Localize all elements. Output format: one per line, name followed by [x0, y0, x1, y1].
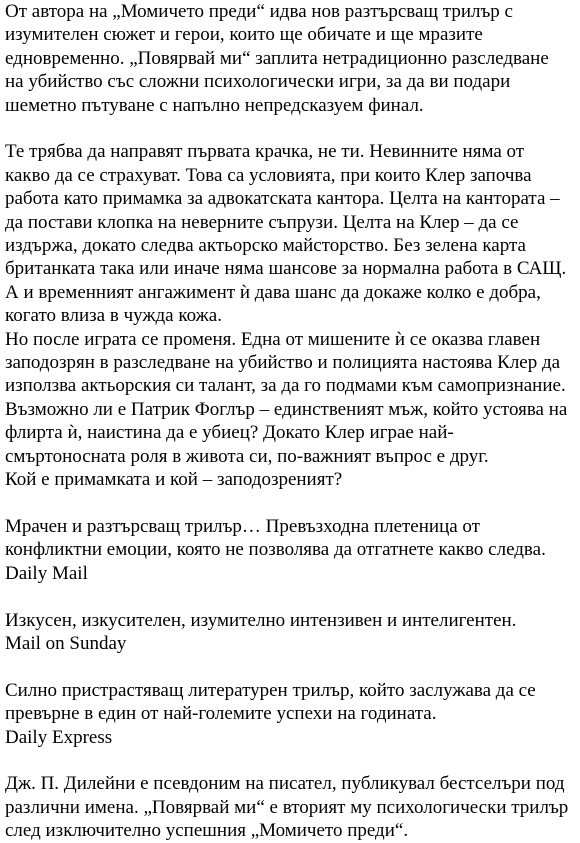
review-mail-on-sunday: [5, 609, 577, 656]
review-source: Daily Mail: [5, 562, 88, 584]
text-line: заподозрян в разследване на убийство и полицията настоява Клер да: [5, 352, 561, 374]
text-line: да постави клопка на неверните съпрузи. Целта на Клер – да се: [5, 211, 519, 233]
paragraph-spacer: [5, 749, 577, 772]
text-line: Те трябва да направят първата крачка, не ти. Невинните няма от: [5, 141, 525, 163]
review-daily-express: [5, 679, 577, 749]
review-daily-mail: [5, 515, 577, 585]
document-page: [5, 0, 577, 843]
paragraph-spacer: [5, 492, 577, 515]
review-quote-line: конфликтни емоции, която не позволява да отгатнете какво следва.: [5, 539, 546, 561]
text-line: работа като примамка за адвокатската кантора. Целта на кантората –: [5, 188, 560, 210]
text-line: флирта ѝ, наистина да е убиец? Докато Клер играе най-: [5, 422, 454, 444]
review-quote-line: Изкусен, изкусителен, изумително интензивен и интелигентен.: [5, 609, 517, 631]
paragraph-synopsis: [5, 140, 577, 491]
text-line: Дж. П. Дилейни е псевдоним на писател, публикувал бестселъри под: [5, 773, 565, 795]
text-line: Кой е примамката и кой – заподозреният?: [5, 469, 343, 491]
paragraph-spacer: [5, 585, 577, 608]
text-line: какво да се страхуват. Това са условията, при които Клер започва: [5, 164, 532, 186]
text-line: шеметно пътуване с напълно непредсказуем финал.: [5, 94, 424, 116]
paragraph-spacer: [5, 117, 577, 140]
text-line: Възможно ли е Патрик Фоглър – единственият мъж, който устоява на: [5, 398, 568, 420]
paragraph-spacer: [5, 655, 577, 678]
paragraph-author-bio: [5, 772, 577, 842]
text-line: след изключително успешния „Момичето преди“.: [5, 820, 409, 842]
text-line: смъртоносната роля в живота си, по-важният въпрос е друг.: [5, 445, 489, 467]
text-line: на убийство със сложни психологически игри, за да ви подари: [5, 71, 511, 93]
review-source: Mail on Sunday: [5, 632, 127, 654]
text-line: когато влиза в чужда кожа.: [5, 305, 222, 327]
text-line: използва актьорския си талант, за да го подмами към самопризнание.: [5, 375, 566, 397]
review-quote-line: превърне в един от най-големите успехи на годината.: [5, 703, 437, 725]
text-line: От автора на „Момичето преди“ идва нов разтърсващ трилър с: [5, 1, 513, 22]
review-quote-line: Мрачен и разтърсващ трилър… Превъзходна плетеница от: [5, 515, 480, 537]
text-line: британката така или иначе няма шансове за нормална работа в САЩ.: [5, 258, 567, 280]
review-source: Daily Express: [5, 726, 113, 748]
paragraph-intro: [5, 0, 577, 117]
text-line: изумителен сюжет и герои, които ще обичате и ще мразите: [5, 24, 483, 46]
text-line: А и временният ангажимент ѝ дава шанс да докаже колко е добра,: [5, 281, 541, 303]
text-line: едновременно. „Повярвай ми“ заплита нетрадиционно разследване: [5, 47, 549, 69]
text-line: издържа, докато следва актьорско майсторство. Без зелена карта: [5, 235, 526, 257]
review-quote-line: Силно пристрастяващ литературен трилър, който заслужава да се: [5, 679, 536, 701]
text-line: Но после играта се променя. Една от мишените ѝ се оказва главен: [5, 328, 541, 350]
text-line: различни имена. „Повярвай ми“ е вторият му психологически трилър: [5, 796, 569, 818]
